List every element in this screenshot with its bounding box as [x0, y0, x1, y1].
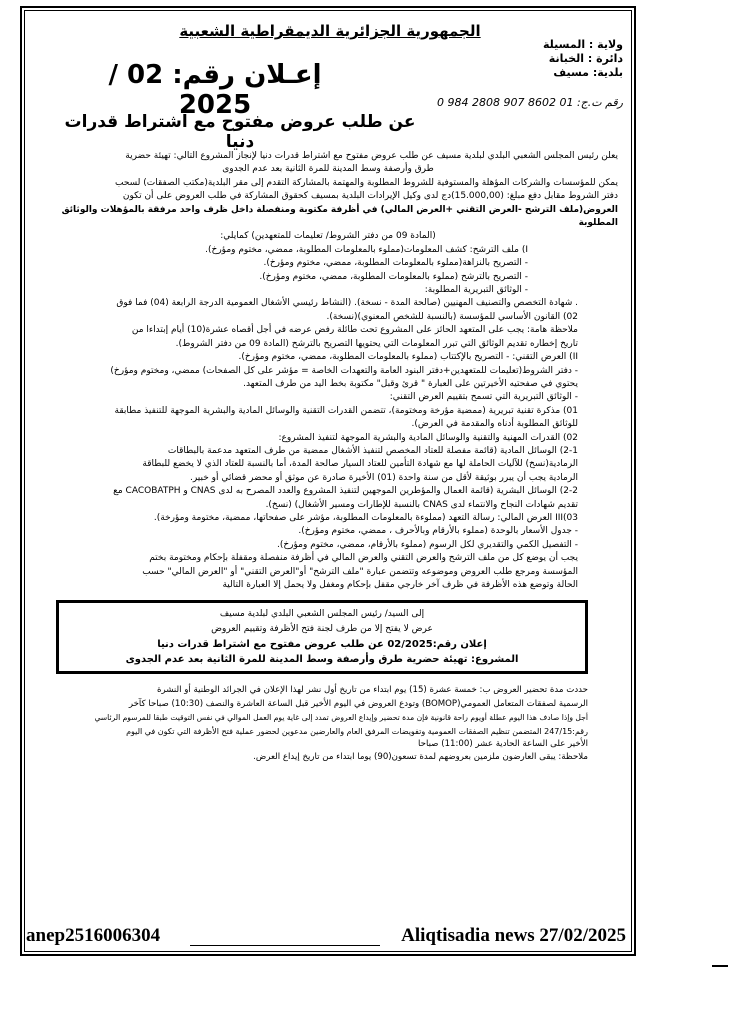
- body-line: 02) القدرات المهنية والتقنية والوسائل المادية والبشرية الموجهة لتنفيذ المشروع:: [278, 432, 578, 443]
- body-line: يمكن للمؤسسات والشركات المؤهلة والمستوفية للشروط المطلوبة والمهتمة بالمشاركة التقدم إلى مقر البلدية(مكتب الصفقات) لسحب: [114, 177, 618, 188]
- footer: [22, 925, 634, 951]
- scan-mark: [712, 965, 728, 967]
- announcement-subtitle: عن طلب عروض مفتوح مع اشتراط قدرات دنيا: [64, 112, 416, 152]
- body-line: الحالة وتوضع هذه الأظرفة في ظرف آخر خارجي مقفل بإحكام ومغفل ولا يحمل إلا العبارة التالية: [222, 580, 578, 590]
- announcement-number: إعـلان رقم: 02 / 2025: [108, 60, 322, 120]
- body-line: II) العرض التقني: - التصريح بالإكتتاب (مملوء بالمعلومات المطلوبة، ممضي، مختوم ومؤرخ).: [238, 352, 578, 363]
- body-line: يجب أن يوضع كل من ملف الترشح والعرض التقني والعرض المالي في أظرفة منفصلة ومقفلة بإحكام ومختومة بختم: [149, 553, 578, 564]
- daira: دائرة : الخبانة: [548, 52, 623, 65]
- anep-reference: anep2516006304: [26, 925, 161, 946]
- body-line: 2-1) الوسائل المادية (قائمة مفصلة للعتاد المخصص لتنفيذ الأشغال ممضية من طرف المتعهد مدعمة بالبطاقات: [167, 445, 578, 456]
- body-line: - التصريح بالترشح (مملوء بالمعلومات المطلوبة، ممضي، مختوم ومؤرخ).: [259, 271, 528, 282]
- announcement-content: [38, 150, 618, 765]
- body-line: دفتر الشروط مقابل دفع مبلغ: (15.000,00)دج لدى وكيل الإيرادات البلدية بمسيف كحقوق المشاركة في طلب العروض على أن تكون: [122, 191, 618, 202]
- body-line: تاريخ إخطاره تقديم الوثائق التي تبرر المعلومات التي يحتويها التصريح بالترشح (المادة 09 من دفتر الشروط).: [175, 338, 578, 349]
- tax-id: رقم ت.ج: 01 8602 907 2808 984 0: [436, 96, 623, 109]
- wilaya: ولاية : المسيلة: [542, 38, 623, 51]
- closing-line: ملاحظة: يبقى العارضون ملزمين بعروضهم لمدة تسعون(90) يوما ابتداء من تاريخ إيداع العرض.: [253, 752, 588, 763]
- publication-info: Aliqtisadia news 27/02/2025: [401, 925, 626, 946]
- commune: بلدية: مسيف: [553, 66, 623, 79]
- closing-line: رقم:247/15 المتضمن تنظيم الصفقات العمومية وتفويضات المرفق العام والعارضين مدعوين لحضور عملية فتح الأظرفة التي تكون في اليوم: [126, 726, 588, 736]
- notice-recipient: إلى السيد/ رئيس المجلس الشعبي البلدي لبلدية مسيف: [219, 609, 425, 620]
- body-line: يحتوي في صفحتيه الأخيرتين على العبارة " قرئ وقبل" مكتوبة بخط اليد من طرف المتعهد.: [243, 378, 578, 389]
- body-line: الرمادية يجب أن يبرر بوثيقة لأقل من سنة واحدة (01) الأخيرة صادرة عن موثق أو محضر قضائي أو خبير.: [189, 472, 578, 483]
- body-line: للوثائق المطلوبة أدناه والمقدمة في العرض).: [411, 419, 578, 430]
- body-line: يعلن رئيس المجلس الشعبي البلدي لبلدية مسيف عن طلب عروض مفتوح مع اشتراط قدرات دنيا لإنجاز المشروع التالي: تهيئة حضرية: [125, 151, 618, 161]
- body-line: (المادة 09 من دفتر الشروط/ تعليمات للمتعهدين) كمايلي:: [220, 231, 436, 242]
- body-line: - الوثائق التبريرية المطلوبة:: [424, 285, 528, 296]
- closing-line: أجل وإذا صادف هذا اليوم عطلة أويوم راحة قانونية فإن مدة تحضير وإيداع العروض تمدد إلى غاية يوم العمل الموالي في نفس التوقيت طبقا للمرسوم الرئاسي: [94, 713, 588, 723]
- body-line: طرق وأرصفة وسط المدينة للمرة الثانية بعد عدم الجدوى: [222, 164, 434, 175]
- body-line: I) ملف الترشح: كشف المعلومات(مملوء بالمعلومات المطلوبة، ممضي، مختوم ومؤرخ).: [205, 244, 528, 255]
- body-line: - دفتر الشروط(تعليمات للمتعهدين+دفتر البنود العامة والتعهدات الخاصة = مؤشر على كل الصفحات) ممضي، ومختوم ومؤرخ): [110, 365, 578, 376]
- country-title: الجمهورية الجزائرية الديمقراطية الشعبية: [179, 22, 481, 40]
- body-line: - التصريح بالنزاهة(مملوء بالمعلومات المطلوبة، ممضي، مختوم ومؤرخ).: [263, 258, 528, 269]
- closing-line: الرسمية لصفقات المتعامل العمومي(BOMOP) وتودع العروض في اليوم الأخير قبل الساعة العاشرة والنصف (10:30) صباحا كآخر: [128, 698, 588, 709]
- envelope-label-box: [56, 600, 588, 674]
- body-line: الرمادية(نسخ) للآليات الحاملة لها مع شهادة التأمين للعتاد السيار صالحة المدة، أما بالنسبة للعتاد الذي لا يخضع للبطاقة: [142, 459, 578, 470]
- body-line: 2-2) الوسائل البشرية (قائمة العمال والمؤطرين الموجهين لتنفيذ المشروع والعدد المصرح به لدى CNAS و CACOBATPH مع: [113, 486, 578, 497]
- notice-reference: إعلان رقم:02/2025 عن طلب عروض مفتوح مع اشتراط قدرات دنيا: [157, 639, 487, 651]
- closing-line: حددت مدة تحضير العروض ب: خمسة عشرة (15) يوم ابتداء من تاريخ أول نشر لهذا الإعلان في الجرائد الوطنية أو النشرة: [157, 685, 588, 696]
- body-line: . شهادة التخصص والتصنيف المهنيين (صالحة المدة - نسخة). (النشاط رئيسي الأشغال العمومية الدرجة الرابعة (04) فما فوق: [116, 298, 578, 309]
- closing-line: الأخير على الساعة الحادية عشر (11:00) صباحا: [418, 739, 588, 750]
- notice-project: المشروع: تهيئة حضرية طرق وأرصفة وسط المدينة للمرة الثانية بعد عدم الجدوى: [125, 654, 519, 666]
- body-line: III(03 العرض المالي: رسالة التعهد (مملوءة بالمعلومات المطلوبة، مؤشر على صفحاتها، ممضية، مختومة ومؤرخة).: [153, 512, 578, 523]
- body-line: العروض(ملف الترشح -العرض التقني +العرض المالي) في أظرفة مكتوبة ومنفصلة داخل ظرف واحد مرفقة بالمؤهلات والوثائق المطلوبة: [61, 204, 618, 229]
- body-line: 02) القانون الأساسي للمؤسسة (بالنسبة للشخص المعنوي)(نسخة).: [326, 311, 578, 322]
- footer-rule: [190, 945, 380, 946]
- body-line: تقديم شهادات النجاح والانتماء لدى CNAS بالنسبة للإطارات ومسير الأشغال) (نسخ).: [265, 499, 578, 510]
- body-line: المؤسسة ومرجع طلب العروض وموضوعه وتتضمن عبارة "ملف الترشح" أو"العرض التقني" أو "العرض المالي" حسب: [142, 566, 578, 577]
- closing-section: [38, 684, 618, 764]
- announcement-body: [38, 150, 618, 592]
- body-line: ملاحظة هامة: يجب على المتعهد الحائز على المشروع تحت طائلة رفض عرضه في أجل أقصاه عشرة(10) أيام إبتداءا من: [131, 325, 578, 336]
- body-line: 01) مذكرة تقنية تبريرية (ممضية مؤرخة ومختومة)، تتضمن القدرات التقنية والوسائل المادية والبشرية الموجهة للتنفيذ مطابقة: [114, 405, 578, 416]
- body-line: - جدول الأسعار بالوحدة (مملوء بالأرقام وبالأحرف ، ممضي، مختوم ومؤرخ).: [298, 526, 578, 537]
- body-line: - التفصيل الكمي والتقديري لكل الرسوم (مملوء بالأرقام، ممضي، مختوم ومؤرخ).: [276, 539, 578, 550]
- notice-not-open: عرض لا يفتح إلا من طرف لجنة فتح الأظرفة وتقييم العروض: [211, 624, 433, 635]
- body-line: - الوثائق التبريرية التي تسمح بتقييم العرض التقني:: [389, 392, 578, 403]
